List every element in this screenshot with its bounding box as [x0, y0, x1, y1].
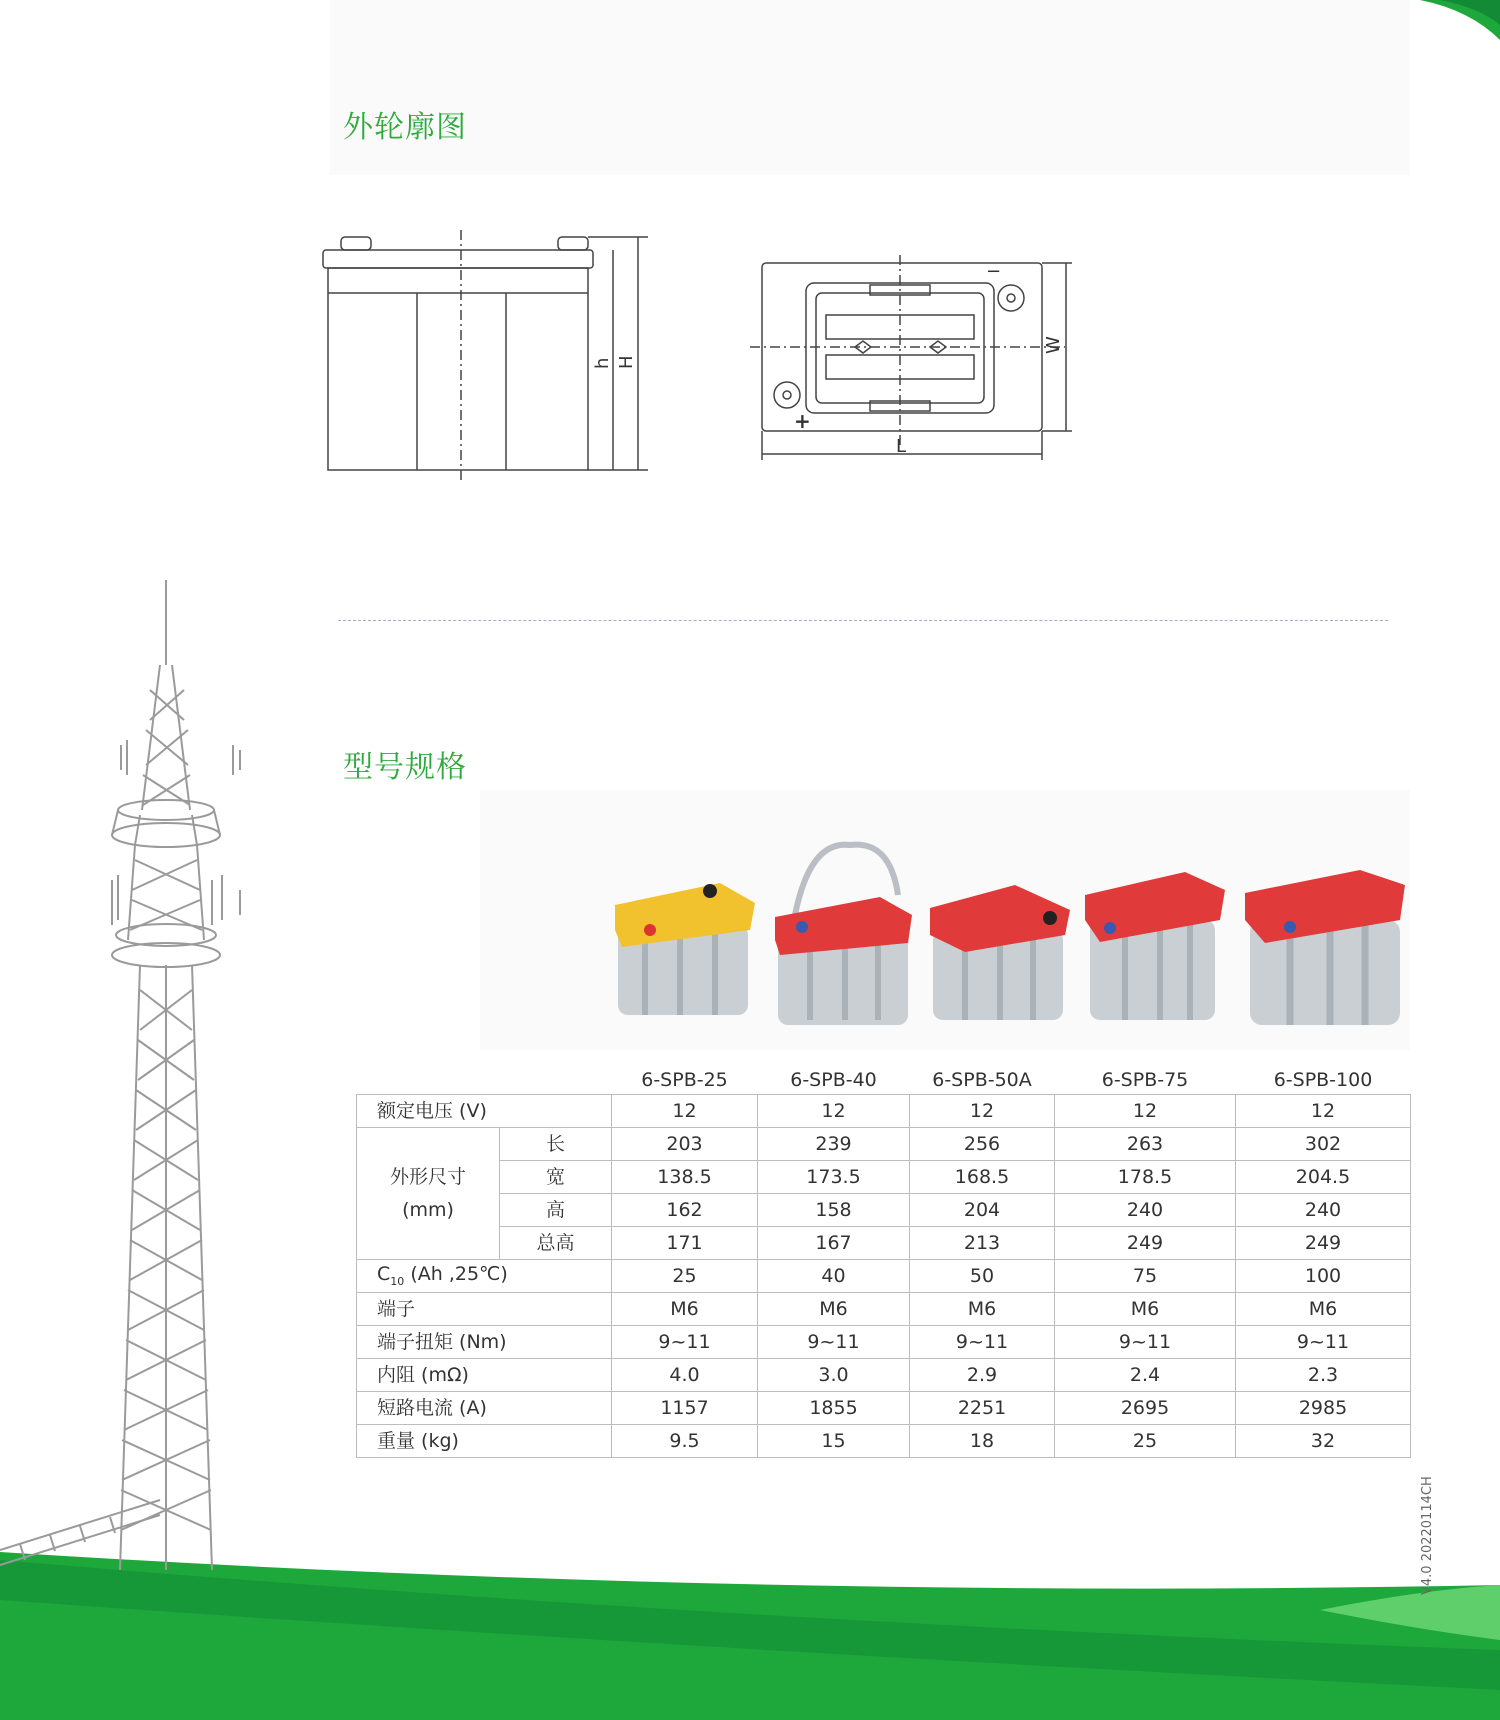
positive-terminal-label: + — [794, 409, 811, 433]
table-cell: 167 — [758, 1227, 910, 1260]
table-cell: 138.5 — [612, 1161, 758, 1194]
total-height-label: H — [616, 355, 637, 369]
inner-height-label: h — [592, 357, 613, 369]
capacity-conditions: (Ah ,25℃) — [404, 1263, 508, 1286]
table-cell: 162 — [612, 1194, 758, 1227]
row-label: 重量 (kg) — [357, 1425, 612, 1458]
row-label: 端子扭矩 (Nm) — [357, 1326, 612, 1359]
table-cell: 256 — [910, 1128, 1055, 1161]
negative-terminal-label: − — [986, 261, 1002, 282]
battery-6-spb-50a-image — [925, 880, 1075, 1030]
table-cell: 18 — [910, 1425, 1055, 1458]
spec-section-title: 型号规格 — [343, 750, 467, 785]
model-header: 6-SPB-75 — [1101, 1069, 1189, 1091]
row-label: 内阻 (mΩ) — [357, 1359, 612, 1392]
table-cell: M6 — [612, 1293, 758, 1326]
model-header: 6-SPB-25 — [641, 1069, 728, 1091]
table-cell: 1157 — [612, 1392, 758, 1425]
table-cell: 9~11 — [612, 1326, 758, 1359]
dimensions-label: 外形尺寸 — [389, 1166, 466, 1189]
table-cell: 12 — [612, 1095, 758, 1128]
table-cell: 239 — [758, 1128, 910, 1161]
table-cell: 12 — [1055, 1095, 1236, 1128]
table-cell: 178.5 — [1055, 1161, 1236, 1194]
table-cell: 40 — [758, 1260, 910, 1293]
table-row — [357, 1425, 1411, 1458]
table-cell: 12 — [910, 1095, 1055, 1128]
table-row — [357, 1161, 1411, 1194]
side-view-drawing — [318, 225, 658, 485]
header-spacer — [357, 1058, 500, 1095]
table-cell: 9~11 — [1055, 1326, 1236, 1359]
row-label: 宽 — [500, 1161, 612, 1194]
table-row — [357, 1326, 1411, 1359]
outline-panel — [330, 0, 1410, 175]
table-cell: 12 — [1236, 1095, 1411, 1128]
table-cell: 32 — [1236, 1425, 1411, 1458]
table-cell: 2.3 — [1236, 1359, 1411, 1392]
table-cell: 2251 — [910, 1392, 1055, 1425]
battery-6-spb-100-image — [1240, 865, 1410, 1035]
table-row — [357, 1227, 1411, 1260]
row-label: 端子 — [357, 1293, 612, 1326]
table-cell: M6 — [1055, 1293, 1236, 1326]
table-cell: 9~11 — [910, 1326, 1055, 1359]
table-cell: 9~11 — [758, 1326, 910, 1359]
battery-6-spb-75-image — [1080, 870, 1230, 1030]
product-lineup — [610, 835, 1410, 1035]
table-cell: 213 — [910, 1227, 1055, 1260]
dimensions-group-label — [357, 1128, 500, 1260]
table-cell: 158 — [758, 1194, 910, 1227]
model-header: 6-SPB-100 — [1273, 1069, 1373, 1091]
row-label: 短路电流 (A) — [357, 1392, 612, 1425]
header-spacer — [500, 1058, 612, 1095]
table-cell: M6 — [758, 1293, 910, 1326]
top-view-drawing — [750, 255, 1080, 465]
table-cell: 25 — [612, 1260, 758, 1293]
row-label: 高 — [500, 1194, 612, 1227]
table-cell: 168.5 — [910, 1161, 1055, 1194]
table-cell: 302 — [1236, 1128, 1411, 1161]
table-cell: 2985 — [1236, 1392, 1411, 1425]
table-cell: M6 — [910, 1293, 1055, 1326]
table-row — [357, 1392, 1411, 1425]
table-cell: 240 — [1055, 1194, 1236, 1227]
table-cell: 2.4 — [1055, 1359, 1236, 1392]
section-divider — [338, 620, 1388, 621]
table-cell: 50 — [910, 1260, 1055, 1293]
table-cell: 4.0 — [612, 1359, 758, 1392]
row-label: 额定电压 (V) — [357, 1095, 612, 1128]
table-cell: 173.5 — [758, 1161, 910, 1194]
table-header-row — [357, 1058, 1411, 1095]
table-row — [357, 1359, 1411, 1392]
table-cell: 12 — [758, 1095, 910, 1128]
row-label: 长 — [500, 1128, 612, 1161]
table-cell: 100 — [1236, 1260, 1411, 1293]
battery-6-spb-25-image — [610, 875, 760, 1025]
table-row — [357, 1128, 1411, 1161]
dimensions-unit: (mm) — [402, 1198, 454, 1221]
table-cell: 75 — [1055, 1260, 1236, 1293]
table-cell: 15 — [758, 1425, 910, 1458]
table-cell: 249 — [1236, 1227, 1411, 1260]
telecom-tower-illustration — [0, 570, 320, 1590]
table-cell: 9~11 — [1236, 1326, 1411, 1359]
table-cell: 3.0 — [758, 1359, 910, 1392]
table-row — [357, 1194, 1411, 1227]
table-row — [357, 1095, 1411, 1128]
table-cell: 9.5 — [612, 1425, 758, 1458]
table-cell: 204.5 — [1236, 1161, 1411, 1194]
width-label: W — [1043, 336, 1064, 354]
capacity-symbol: C — [377, 1263, 391, 1286]
table-cell: 204 — [910, 1194, 1055, 1227]
table-row — [357, 1293, 1411, 1326]
table-row — [357, 1260, 1411, 1293]
table-cell: 249 — [1055, 1227, 1236, 1260]
spec-table — [356, 1058, 1411, 1458]
row-label: 总高 — [500, 1227, 612, 1260]
model-header: 6-SPB-50A — [932, 1069, 1032, 1091]
battery-6-spb-40-image — [770, 835, 920, 1035]
table-cell: M6 — [1236, 1293, 1411, 1326]
table-cell: 1855 — [758, 1392, 910, 1425]
capacity-subscript: 10 — [390, 1274, 405, 1288]
table-cell: 171 — [612, 1227, 758, 1260]
table-cell: 240 — [1236, 1194, 1411, 1227]
model-header: 6-SPB-40 — [790, 1069, 877, 1091]
outline-section-title: 外轮廓图 — [343, 110, 467, 145]
capacity-row-label — [357, 1260, 612, 1293]
table-cell: 263 — [1055, 1128, 1236, 1161]
length-label: L — [896, 436, 907, 457]
table-cell: 2695 — [1055, 1392, 1236, 1425]
version-code: V4.0 20220114CH — [1420, 1476, 1435, 1595]
table-cell: 2.9 — [910, 1359, 1055, 1392]
table-cell: 25 — [1055, 1425, 1236, 1458]
table-cell: 203 — [612, 1128, 758, 1161]
